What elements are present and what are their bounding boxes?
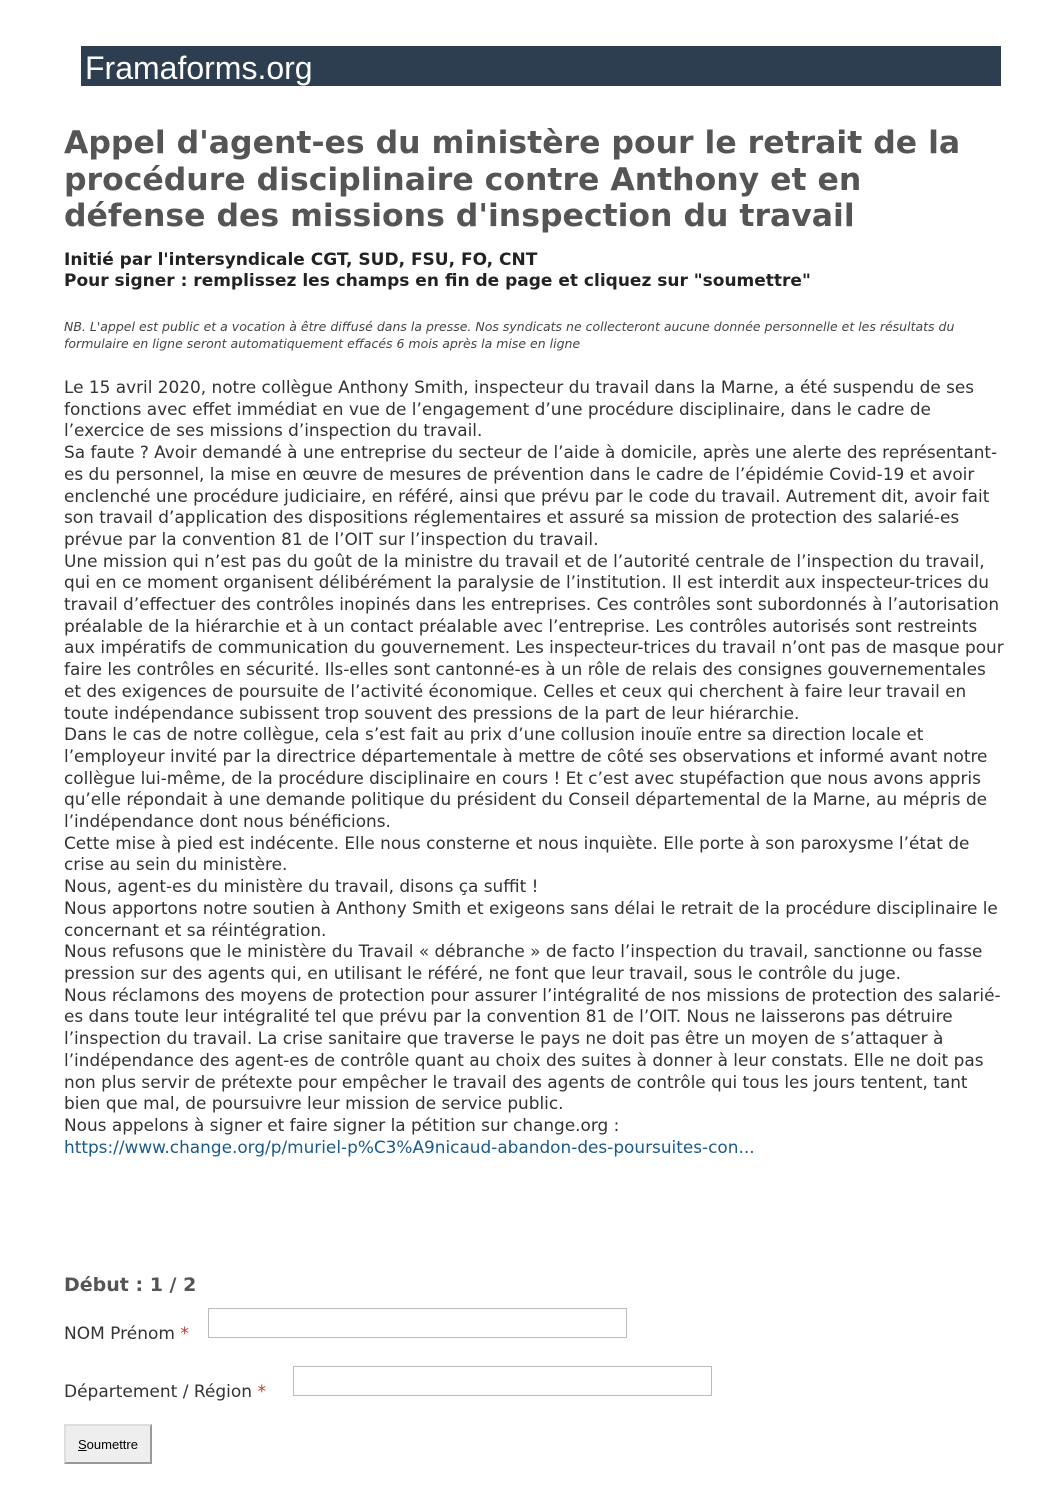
region-field-label: [64, 1381, 266, 1403]
appeal-paragraph: Nous appelons à signer et faire signer la pétition sur change.org :: [64, 1114, 620, 1135]
subtitle-instructions: Pour signer : remplissez les champs en fin de page et cliquez sur "soumettre": [64, 271, 811, 291]
form-subtitle: [64, 250, 1004, 292]
page-title: Appel d'agent-es du ministère pour le retrait de la procédure disciplinaire contre Anthony et en défense des missions d'inspection du travail: [64, 125, 961, 234]
appeal-paragraph: Le 15 avril 2020, notre collègue Anthony Smith, inspecteur du travail dans la Marne, a été suspendu de ses fonctions avec effet immédiat en vue de l’engagement d’une procédure disciplinaire, dans le cadre de l’exercice de ses missions d’inspection du travail.: [64, 377, 975, 441]
form-step-indicator: Début : 1 / 2: [64, 1274, 197, 1296]
appeal-paragraph: Nous réclamons des moyens de protection pour assurer l’intégralité de nos missions de protection des salarié-es dans toute leur intégralité tel que prévu par la convention 81 de l’OIT. Nous ne laisserons pas détruire l’inspection du travail. La crise sanitaire que traverse le pays ne doit pas être un moyen de s’attaquer à l’indépendance des agent-es de contrôle quant au choix des suites à donner à leur constats. Elle ne doit pas non plus servir de prétexte pour empêcher le travail des agents de contrôle qui tous les jours tentent, tant bien que mal, de poursuivre leur mission de service public.: [64, 984, 1001, 1114]
appeal-text: [64, 377, 1004, 1158]
petition-link[interactable]: https://www.change.org/p/muriel-p%C3%A9nicaud-abandon-des-poursuites-con...: [64, 1136, 755, 1157]
appeal-paragraph: Dans le cas de notre collègue, cela s’est fait au prix d’une collusion inouïe entre sa direction locale et l’employeur invité par la directrice départementale à mettre de côté ses observations et informé avant notre collègue lui-même, de la procédure disciplinaire en cours ! Et c’est avec stupéfaction que nous avons appris qu’elle répondait à une demande politique du président du Conseil départemental de la Marne, au mépris de l’indépendance dont nous bénéficions.: [64, 724, 988, 832]
appeal-paragraph: Sa faute ? Avoir demandé à une entreprise du secteur de l’aide à domicile, après une alerte des représentant-es du personnel, la mise en œuvre de mesures de prévention dans le cadre de l’épidémie Covid-19 et avoir enclenché une procédure judiciaire, en référé, ainsi que prévu par le code du travail. Autrement dit, avoir fait son travail d’application des dispositions réglementaires et assuré sa mission de protection des salarié-es prévue par la convention 81 de l’OIT sur l’inspection du travail.: [64, 442, 998, 549]
name-field-label: [64, 1323, 189, 1345]
appeal-paragraph: Cette mise à pied est indécente. Elle nous consterne et nous inquiète. Elle porte à son paroxysme l’état de crise au sein du ministère.: [64, 832, 970, 875]
required-marker: *: [180, 1324, 189, 1344]
appeal-paragraph: Une mission qui n’est pas du goût de la ministre du travail et de l’autorité centrale de l’inspection du travail, qui en ce moment organisent délibérément la paralysie de l’institution. Il est interdit aux inspecteur-trices du travail d’effectuer des contrôles inopinés dans les entreprises. Ces contrôles sont subordonnés à l’autorisation préalable de la hiérarchie et à un contact préalable avec l’entreprise. Les contrôles autorisés sont restreints aux impératifs de communication du gouvernement. Les inspecteur-trices du travail n’ont pas de masque pour faire les contrôles en sécurité. Ils-elles sont cantonné-es à un rôle de relais des consignes gouvernementales et des exigences de poursuite de l’activité économique. Celles et ceux qui cherchent à faire leur travail en toute indépendance subissent trop souvent des pressions de la part de leur hiérarchie.: [64, 550, 1004, 723]
site-logo-text[interactable]: Framaforms.org: [85, 50, 313, 86]
region-input[interactable]: [293, 1366, 712, 1396]
subtitle-initiators: Initié par l'intersyndicale CGT, SUD, FSU, FO, CNT: [64, 250, 538, 270]
appeal-paragraph: Nous apportons notre soutien à Anthony Smith et exigeons sans délai le retrait de la procédure disciplinaire le concernant et sa réintégration.: [64, 897, 998, 940]
privacy-note: NB. L'appel est public et a vocation à être diffusé dans la presse. Nos syndicats ne collecteront aucune donnée personnelle et les résultats du formulaire en ligne seront automatiquement effacés 6 mois après la mise en ligne: [64, 319, 955, 351]
required-marker: *: [257, 1382, 266, 1402]
submit-label: oumettre: [86, 1436, 138, 1452]
submit-accesskey: S: [78, 1436, 87, 1452]
submit-button[interactable]: [64, 1424, 152, 1464]
name-label-text: NOM Prénom: [64, 1324, 175, 1344]
region-label-text: Département / Région: [64, 1382, 253, 1402]
site-header-bar: [81, 46, 1001, 86]
petition-link-line: [64, 1137, 1004, 1159]
appeal-paragraph: Nous, agent-es du ministère du travail, disons ça suffit !: [64, 876, 539, 897]
appeal-paragraph: Nous refusons que le ministère du Travail « débranche » de facto l’inspection du travail, sanctionne ou fasse pression sur des agents qui, en utilisant le référé, ne font que leur travail, sous le contrôle du juge.: [64, 941, 983, 983]
name-input[interactable]: [208, 1308, 627, 1338]
